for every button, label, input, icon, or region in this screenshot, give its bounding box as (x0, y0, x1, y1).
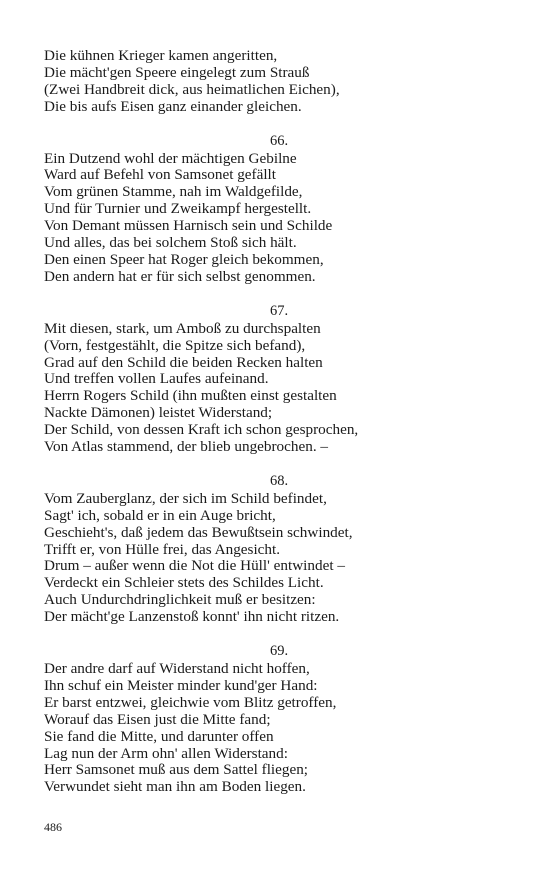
verse-line: Herr Samsonet muß aus dem Sattel fliegen; (44, 761, 309, 779)
verse-line: Der mächt'ge Lanzenstoß konnt' ihn nicht ritzen. (44, 608, 340, 626)
verse-line: Vom grünen Stamme, nah im Waldgefilde, (44, 183, 303, 201)
verse-line: Ihn schuf ein Meister minder kund'ger Hand: (44, 676, 318, 694)
verse-line: Der andre darf auf Widerstand nicht hoffen, (44, 660, 310, 677)
verse-line: Herrn Rogers Schild (ihn mußten einst gestalten (44, 387, 337, 405)
verse-line: Trifft er, von Hülle frei, das Angesicht. (44, 540, 281, 558)
stanza-66 (44, 151, 514, 286)
stanza-number-67: 67. (269, 302, 289, 319)
verse-line: Verdeckt ein Schleier stets des Schildes Licht. (44, 574, 324, 592)
verse-line: Verwundet sieht man ihn am Boden liegen. (44, 778, 306, 796)
verse-line: Von Atlas stammend, der blieb ungebrochen. – (44, 438, 329, 456)
verse-line: Von Demant müssen Harnisch sein und Schilde (44, 217, 333, 235)
stanza-69 (44, 661, 514, 796)
page-number: 486 (44, 820, 62, 834)
verse-line: Den einen Speer hat Roger gleich bekommen, (44, 250, 324, 268)
verse-line: Worauf das Eisen just die Mitte fand; (44, 710, 271, 728)
verse-line: Geschieht's, daß jedem das Bewußtsein schwindet, (44, 523, 353, 541)
stanza-68 (44, 491, 514, 626)
stanza-continuation (44, 48, 514, 116)
verse-line: Ward auf Befehl von Samsonet gefällt (44, 166, 277, 184)
verse-line: Auch Undurchdringlichkeit muß er besitzen: (44, 591, 316, 609)
verse-line: Den andern hat er für sich selbst genommen. (44, 267, 316, 285)
stanza-67 (44, 321, 514, 456)
verse-line: Und treffen vollen Laufes aufeinand. (44, 370, 269, 388)
verse-line: (Vorn, festgestählt, die Spitze sich befand), (44, 336, 306, 354)
poem-text (44, 48, 514, 796)
verse-line: Die mächt'gen Speere eingelegt zum Strauß (44, 63, 310, 81)
verse-line: Und für Turnier und Zweikampf hergestellt. (44, 200, 312, 218)
verse-line: Lag nun der Arm ohn' allen Widerstand: (44, 744, 288, 762)
verse-line: (Zwei Handbreit dick, aus heimatlichen Eichen), (44, 80, 340, 98)
stanza-number-66: 66. (269, 132, 289, 149)
verse-line: Grad auf den Schild die beiden Recken halten (44, 353, 323, 371)
verse-line: Ein Dutzend wohl der mächtigen Gebilne (44, 149, 297, 167)
verse-line: Er barst entzwei, gleichwie vom Blitz getroffen, (44, 693, 337, 711)
stanza-number-68: 68. (269, 472, 289, 489)
stanza-number-69: 69. (269, 643, 289, 660)
verse-line: Sagt' ich, sobald er in ein Auge bricht, (44, 506, 276, 524)
verse-line: Drum – außer wenn die Not die Hüll' entwindet – (44, 557, 345, 575)
verse-line: Die kühnen Krieger kamen angeritten, (44, 47, 278, 64)
verse-line: Und alles, das bei solchem Stoß sich hält. (44, 234, 297, 252)
verse-line: Sie fand die Mitte, und darunter offen (44, 727, 274, 745)
verse-line: Vom Zauberglanz, der sich im Schild befindet, (44, 489, 327, 507)
verse-line: Nackte Dämonen) leistet Widerstand; (44, 404, 273, 422)
verse-line: Mit diesen, stark, um Amboß zu durchspalten (44, 319, 321, 337)
verse-line: Die bis aufs Eisen ganz einander gleichen. (44, 97, 302, 115)
verse-line: Der Schild, von dessen Kraft ich schon gesprochen, (44, 421, 359, 439)
